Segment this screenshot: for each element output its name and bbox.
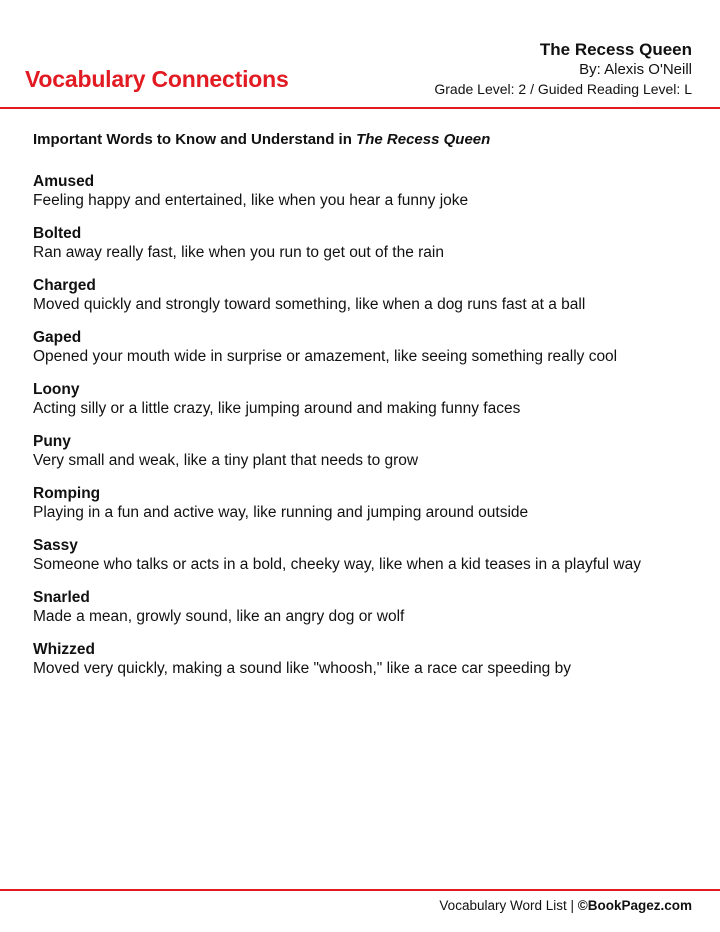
intro-prefix: Important Words to Know and Understand in (33, 131, 357, 148)
book-title: The Recess Queen (539, 40, 692, 59)
word-definition: Made a mean, growly sound, like an angry dog or wolf (33, 608, 405, 625)
word-definition: Feeling happy and entertained, like when you hear a funny joke (33, 192, 469, 209)
word-entry (33, 536, 693, 575)
footer-brand: ©BookPagez.com (577, 898, 692, 913)
footer-separator: | (566, 898, 578, 913)
word-entry (33, 328, 693, 367)
word-entry (33, 640, 693, 679)
word-term: Whizzed (33, 641, 95, 658)
word-definition: Moved very quickly, making a sound like "whoosh," like a race car speeding by (33, 660, 571, 677)
word-term: Snarled (33, 589, 90, 606)
word-definition: Moved quickly and strongly toward something, like when a dog runs fast at a ball (33, 296, 586, 313)
word-entry (33, 276, 693, 315)
word-term: Gaped (33, 329, 82, 346)
word-definition: Opened your mouth wide in surprise or amazement, like seeing something really cool (33, 348, 618, 365)
book-info (434, 40, 692, 99)
intro-book-title: The Recess Queen (356, 131, 491, 148)
word-term: Charged (33, 277, 96, 294)
word-term: Amused (33, 173, 95, 190)
word-entry (33, 588, 693, 627)
word-definition: Someone who talks or acts in a bold, cheeky way, like when a kid teases in a playful way (33, 556, 641, 573)
word-list (33, 172, 693, 692)
word-term: Romping (33, 485, 101, 502)
header-divider (0, 107, 720, 109)
word-term: Sassy (33, 537, 78, 554)
word-definition: Playing in a fun and active way, like running and jumping around outside (33, 504, 529, 521)
book-level: Grade Level: 2 / Guided Reading Level: L (434, 81, 692, 97)
word-definition: Very small and weak, like a tiny plant that needs to grow (33, 452, 419, 469)
word-entry (33, 432, 693, 471)
footer-divider (0, 889, 720, 891)
word-term: Loony (33, 381, 80, 398)
word-definition: Acting silly or a little crazy, like jumping around and making funny faces (33, 400, 521, 417)
footer (439, 898, 692, 913)
word-term: Bolted (33, 225, 82, 242)
word-entry (33, 484, 693, 523)
word-term: Puny (33, 433, 71, 450)
word-entry (33, 224, 693, 263)
word-definition: Ran away really fast, like when you run to get out of the rain (33, 244, 444, 261)
word-entry (33, 172, 693, 211)
book-author: By: Alexis O'Neill (579, 61, 692, 78)
intro-heading (33, 131, 490, 148)
page-title: Vocabulary Connections (25, 66, 289, 92)
word-entry (33, 380, 693, 419)
footer-label: Vocabulary Word List (439, 898, 567, 913)
